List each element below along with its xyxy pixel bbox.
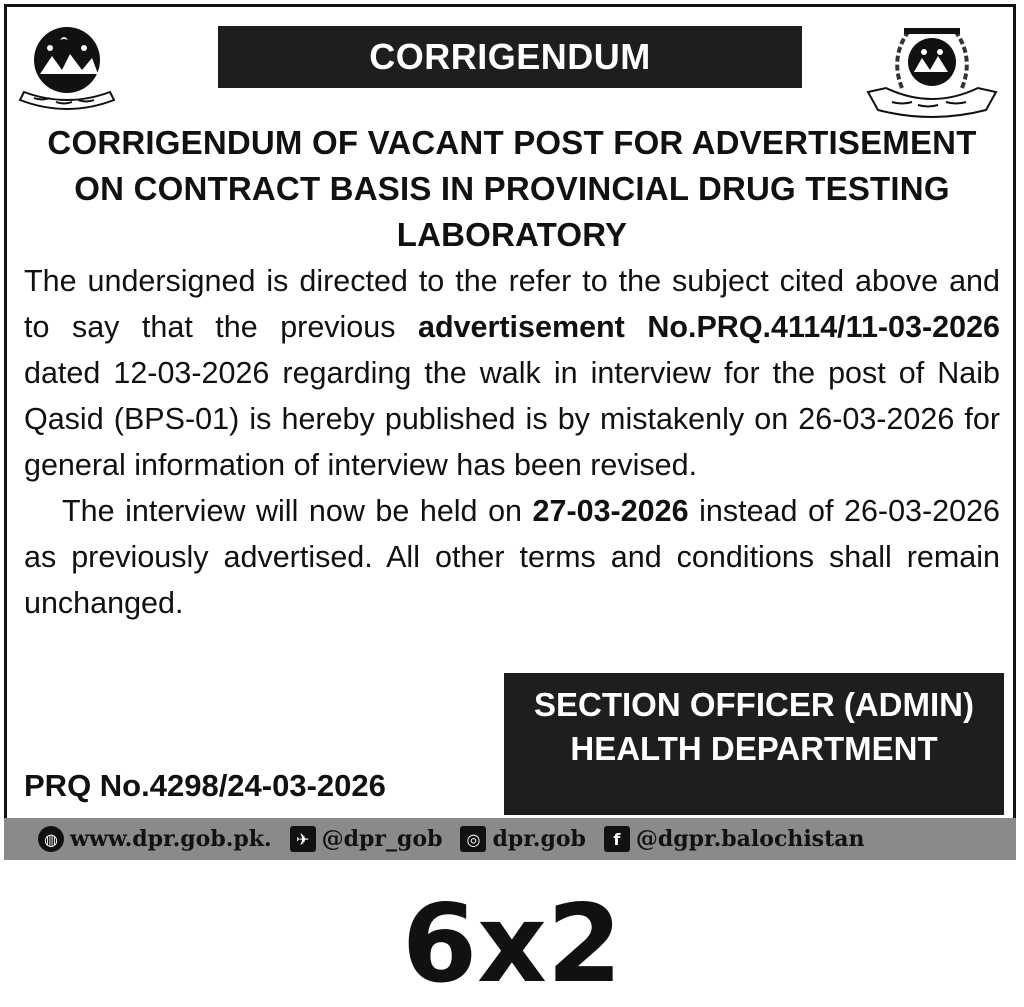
balochistan-govt-emblem-icon [12,18,122,118]
heading-line: LABORATORY [396,216,628,253]
notice-body [24,258,1000,626]
interview-date: 27-03-2026 [532,494,689,528]
footer-instagram[interactable] [460,826,585,852]
body-text: The interview will now be held on [62,494,533,528]
prq-number: PRQ No.4298/24-03-2026 [24,768,386,803]
body-text: dated 12-03-2026 regarding the walk in interview for the post of Naib Qasid (BPS-01) is hereby published is by mistakenly on 26-03-2026 for general information of interview has been revised. [24,356,1000,482]
body-text: The undersigned is directed to the refer to the subject cited above and to say that the previous [24,264,1000,344]
heading-line: ON CONTRACT BASIS IN PROVINCIAL DRUG TESTING [74,170,950,207]
heading-line: CORRIGENDUM OF VACANT POST FOR ADVERTISEMENT [47,124,977,161]
signature-title: SECTION OFFICER (ADMIN) [534,686,974,723]
signature-department: HEALTH DEPARTMENT [570,730,938,767]
twitter-handle[interactable]: @dpr_gob [321,826,443,852]
body-text: instead of 26-03-2026 as previously advertised. All other terms and conditions shall remain unchanged. [24,494,1000,620]
facebook-icon: f [604,826,630,852]
instagram-handle[interactable]: dpr.gob [492,826,586,852]
paragraph-2 [24,488,1000,626]
twitter-icon: ✈ [290,826,316,852]
advertisement-reference: advertisement No.PRQ.4114/11-03-2026 [418,310,1000,344]
ad-size-label: 6x2 [402,882,622,1007]
paragraph-1 [24,258,1000,488]
footer-facebook[interactable] [604,826,865,852]
dgpr-balochistan-emblem-icon [862,18,1002,118]
globe-icon: ◍ [38,826,64,852]
advertisement-heading [20,120,1004,258]
website-link[interactable]: www.dpr.gob.pk. [70,826,272,852]
signature-block [504,673,1004,815]
footer-twitter[interactable] [290,826,443,852]
instagram-icon: ◎ [460,826,486,852]
page-title: CORRIGENDUM [218,26,802,88]
footer-website[interactable] [38,826,272,852]
facebook-handle[interactable]: @dgpr.balochistan [635,826,865,852]
footer-bar [4,818,1016,860]
